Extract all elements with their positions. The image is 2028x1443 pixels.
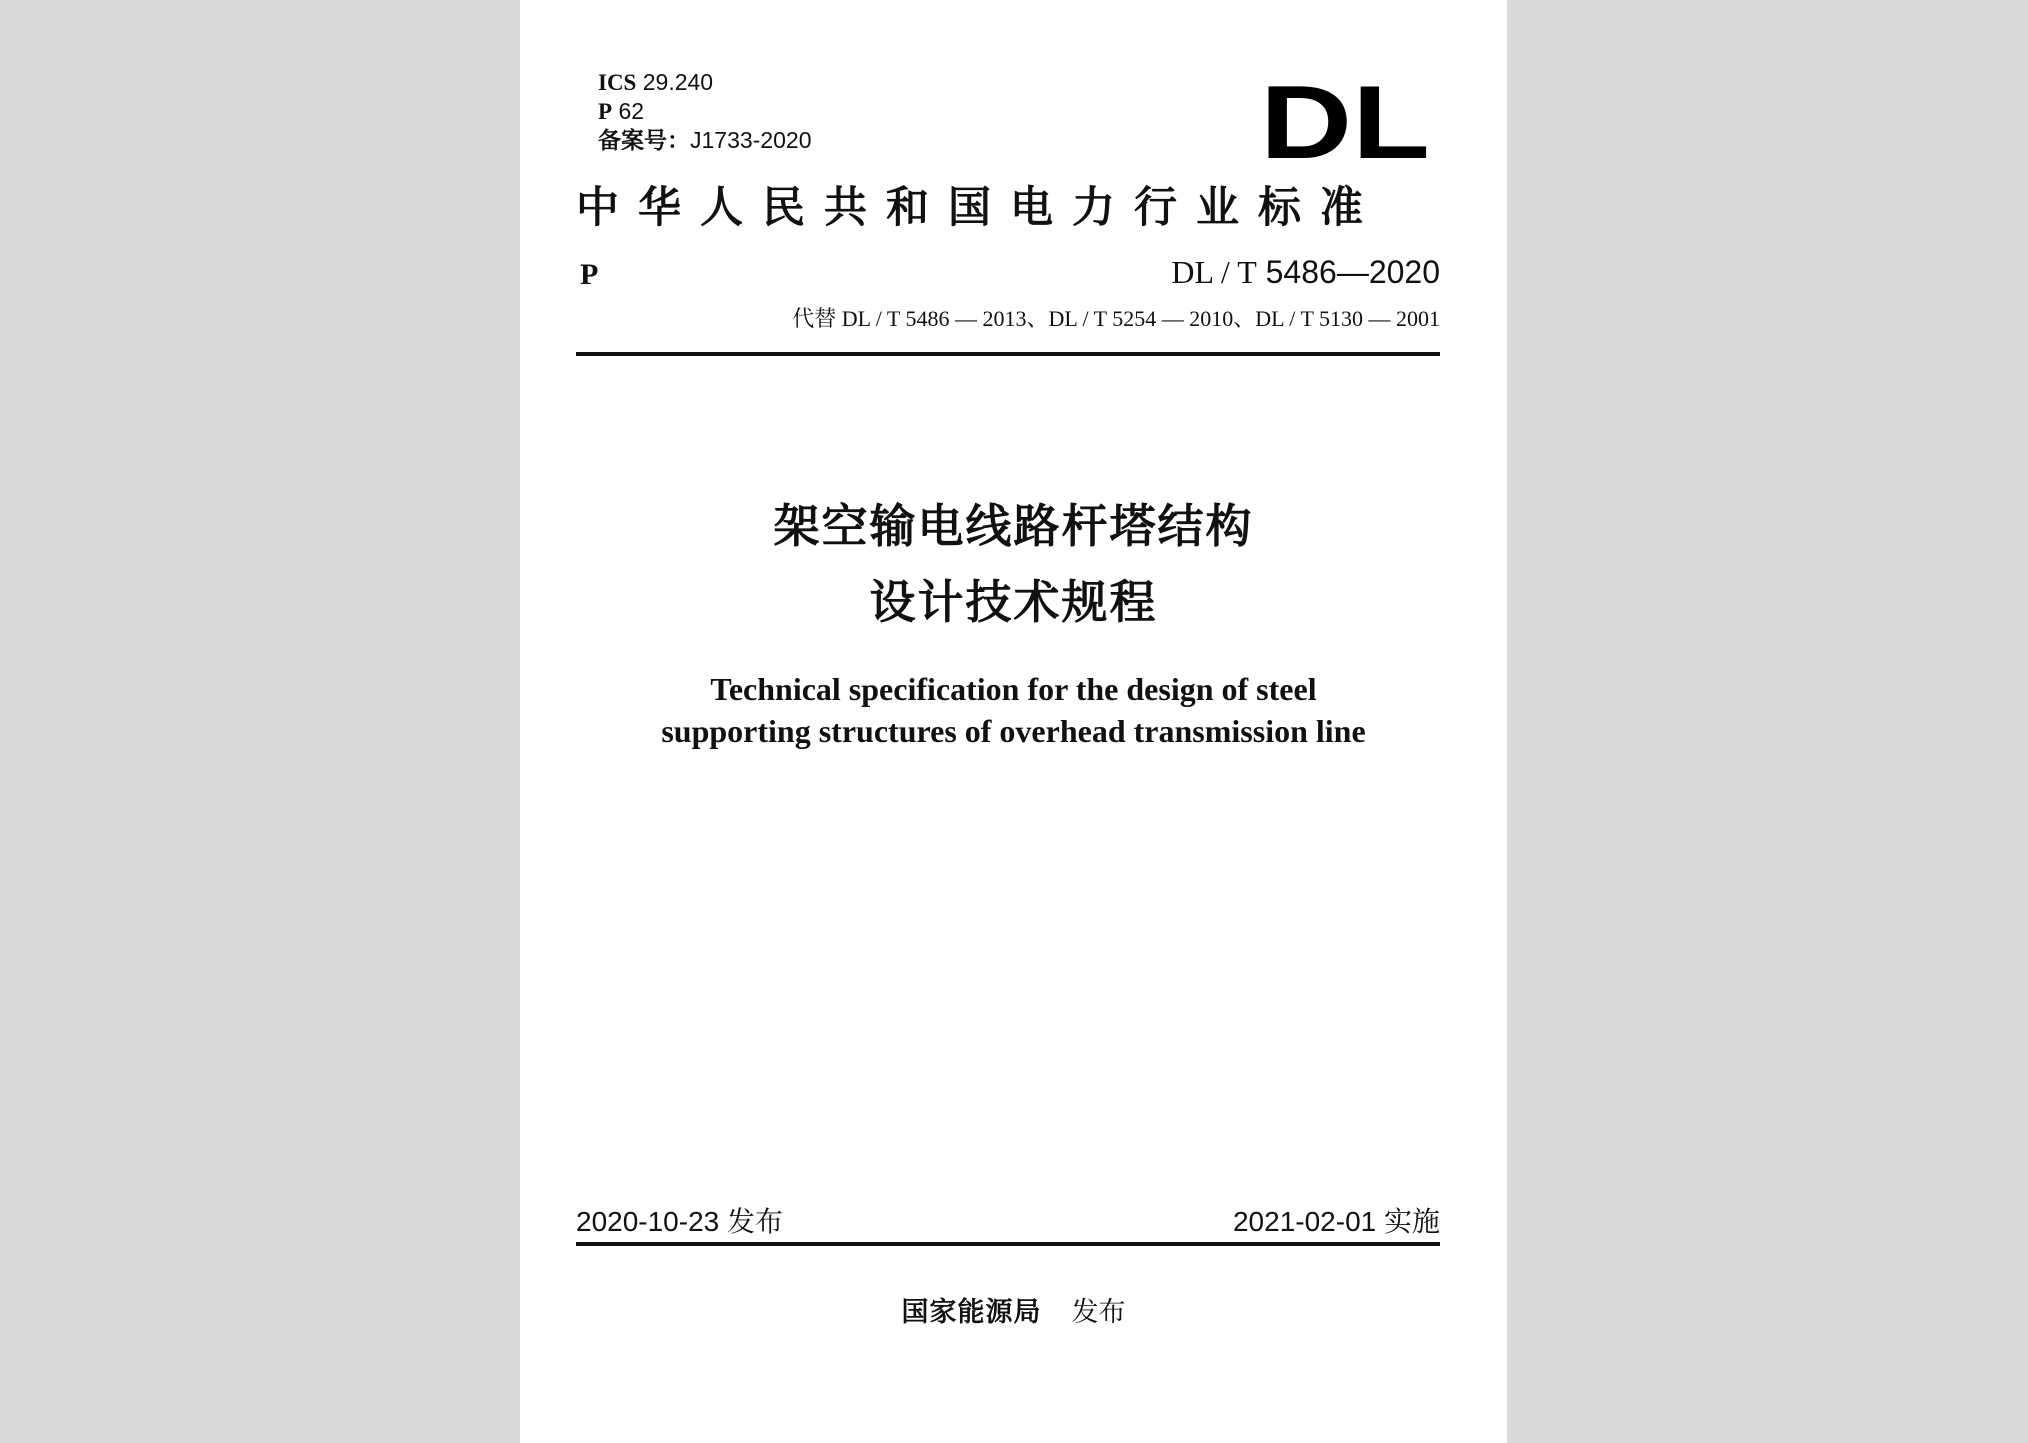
org-title: 中华人民共和国电力行业标准 xyxy=(576,183,1382,233)
implementation-date: 2021-02-01 实施 xyxy=(1232,1206,1440,1237)
publisher xyxy=(520,1290,1507,1329)
publisher-org: 国家能源局 xyxy=(901,1297,1042,1328)
svg-text:DL: DL xyxy=(1260,80,1430,162)
dl-logo xyxy=(1260,80,1430,162)
header-divider xyxy=(576,352,1440,356)
title-english xyxy=(520,668,1507,752)
footer-divider xyxy=(576,1242,1440,1246)
cover-page xyxy=(520,0,1507,1443)
title-chinese-line1: 架空输电线路杆塔结构 xyxy=(773,499,1254,553)
title-chinese xyxy=(520,488,1507,640)
classification-code: P xyxy=(580,258,599,291)
class-code-line: P 62 xyxy=(598,98,645,124)
record-number: 备案号：J1733-2020 xyxy=(598,127,812,153)
title-english-line2: supporting structures of overhead transmission line xyxy=(661,713,1366,749)
replaces-standards: 代替 DL / T 5486 — 2013、DL / T 5254 — 2010、DL / T 5130 — 2001 xyxy=(792,306,1440,331)
standard-number: DL / T 5486—2020 xyxy=(1171,254,1440,290)
meta-block xyxy=(598,68,812,155)
ics-code: ICS 29.240 xyxy=(598,69,714,95)
title-english-line1: Technical specification for the design of steel xyxy=(710,671,1317,707)
publisher-action: 发布 xyxy=(1071,1297,1126,1328)
issue-date: 2020-10-23 发布 xyxy=(576,1206,784,1237)
title-chinese-line2: 设计技术规程 xyxy=(869,575,1158,629)
